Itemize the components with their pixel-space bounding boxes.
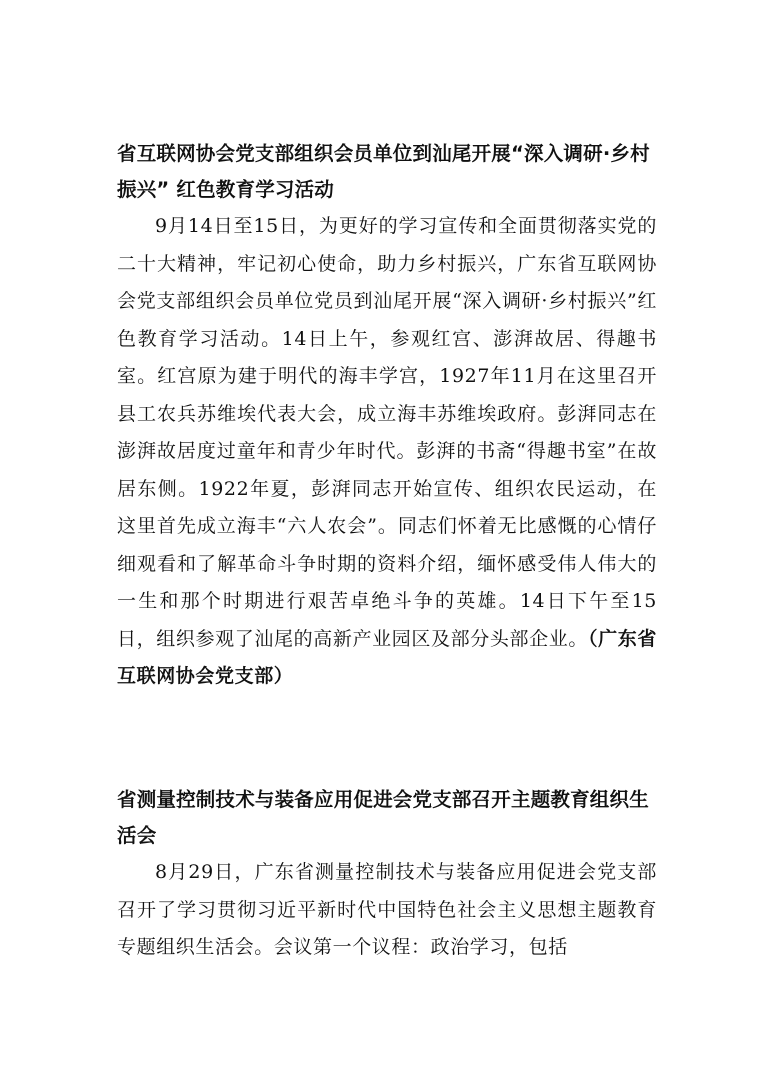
article-body [117,854,657,967]
article-internet-association [117,136,657,696]
article-title: 省测量控制技术与装备应用促进会党支部召开主题教育组织生活会 [117,788,649,847]
article-source: （广东省互联网协会党支部） [117,627,657,687]
article-body-text: 8月29日，广东省测量控制技术与装备应用促进会党支部召开了学习贯彻习近平新时代中国特色社会主义思想主题教育专题组织生活会。会议第一个议程：政治学习，包括 [117,861,657,958]
article-body-text: 9月14日至15日，为更好的学习宣传和全面贯彻落实党的二十大精神，牢记初心使命，助力乡村振兴，广东省互联网协会党支部组织会员单位党员到汕尾开展“深入调研·乡村振兴”红色教育学习活动。14日上午，参观红宫、澎湃故居、得趣书室。红宫原为建于明代的海丰学宫，1927年11月在这里召开县工农兵苏维埃代表大会，成立海丰苏维埃政府。彭湃同志在澎湃故居度过童年和青少年时代。彭湃的书斋“得趣书室”在故居东侧。1922年夏，彭湃同志开始宣传、组织农民运动，在这里首先成立海丰“六人农会”。同志们怀着无比感慨的心情仔细观看和了解革命斗争时期的资料介绍，缅怀感受伟人伟大的一生和那个时期进行艰苦卓绝斗争的英雄。14日下午至15日，组织参观了汕尾的高新产业园区及部分头部企业。 [117,215,657,650]
article-body [117,208,657,696]
article-measurement-association [117,782,657,967]
article-title: 省互联网协会党支部组织会员单位到汕尾开展“深入调研·乡村振兴” 红色教育学习活动 [117,142,650,201]
